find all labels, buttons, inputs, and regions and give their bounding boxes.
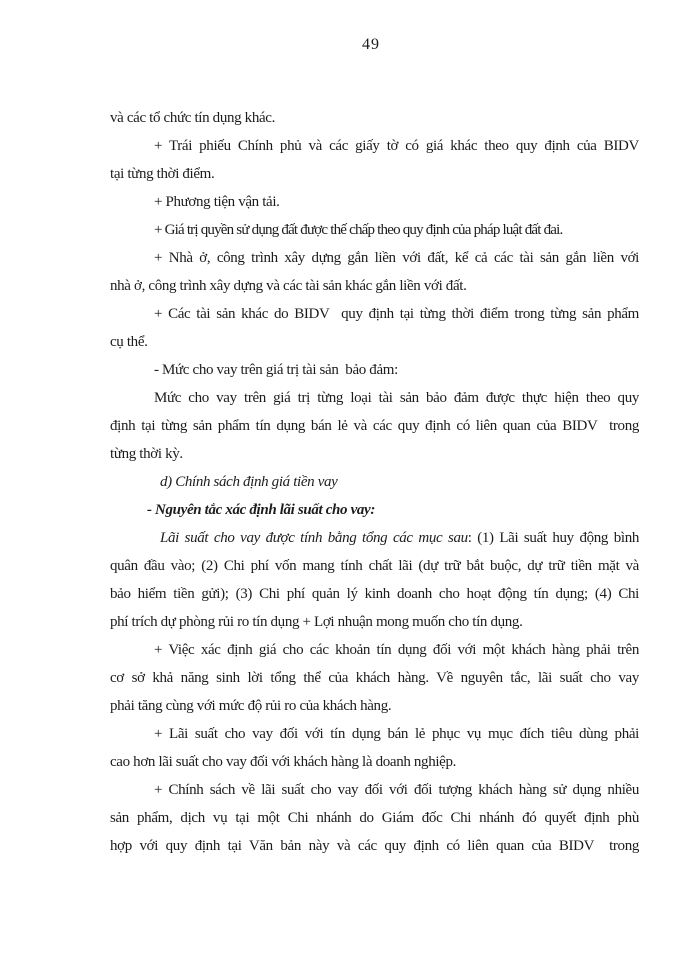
paragraph-chinh-sach-nhieu-san-pham [110,776,639,860]
text-line: và các tổ chức tín dụng khác. [110,110,275,126]
text-line: nhà ở, công trình xây dựng và các tài sản khác gắn liền với đất. [110,278,467,294]
text-segment-italic: Lãi suất cho vay được tính bằng tổng các mục sau [160,530,468,546]
paragraph-viec-xac-dinh-gia [110,636,639,720]
text-line: + Các tài sản khác do BIDV quy định tại từng thời điểm trong từng sản phẩm [154,306,639,322]
text-line: + Phương tiện vận tải. [154,194,280,210]
text-line: phải tăng cùng với mức độ rủi ro của khách hàng. [110,698,392,714]
paragraph-trai-phieu [110,132,639,188]
text-line: cơ sở khả năng sinh lời tổng thể của khách hàng. Về nguyên tắc, lãi suất cho vay [110,670,639,686]
text-line: - Nguyên tắc xác định lãi suất cho vay: [147,502,376,518]
text-line: sản phẩm, dịch vụ tại một Chi nhánh do Giám đốc Chi nhánh đó quyết định phù [110,810,639,826]
text-line: + Giá trị quyền sử dụng đất được thế chấp theo quy định của pháp luật đất đai. [154,222,563,238]
paragraph-phuong-tien [110,188,639,216]
text-line: từng thời kỳ. [110,446,183,462]
text-line: quân đầu vào; (2) Chi phí vốn mang tính chất lãi (dự trữ bắt buộc, dự trữ tiền mặt và [110,558,639,574]
text-line: cao hơn lãi suất cho vay đối với khách hàng là doanh nghiệp. [110,754,457,770]
text-line [110,524,639,552]
paragraph-lai-suat-tieu-dung [110,720,639,776]
text-line: cụ thể. [110,334,148,350]
paragraph-nha-o [110,244,639,300]
text-line: d) Chính sách định giá tiền vay [160,474,338,490]
paragraph-nguyen-tac-lai-suat [110,496,639,524]
text-line: + Chính sách về lãi suất cho vay đối với đối tượng khách hàng sử dụng nhiều [154,782,639,798]
text-line: phí trích dự phòng rủi ro tín dụng + Lợi nhuận mong muốn cho tín dụng. [110,614,523,630]
text-segment-regular: : (1) Lãi suất huy động bình [467,530,639,546]
page-number: 49 [362,36,380,53]
paragraph-muc-cho-vay-heading [110,356,639,384]
text-line: tại từng thời điểm. [110,166,215,182]
paragraph-chinh-sach-dinh-gia [110,468,639,496]
text-line: hợp với quy định tại Văn bản này và các quy định có liên quan của BIDV trong [110,838,639,854]
text-line: + Nhà ở, công trình xây dựng gắn liền với đất, kể cả các tài sản gắn liền với [154,250,639,266]
text-line: định tại từng sản phẩm tín dụng bán lẻ và các quy định có liên quan của BIDV trong [110,418,639,434]
document-body [110,104,639,860]
paragraph-tai-san-khac [110,300,639,356]
text-line: + Trái phiếu Chính phủ và các giấy tờ có giá khác theo quy định của BIDV [154,138,639,154]
paragraph-muc-cho-vay-body [110,384,639,468]
text-line: + Lãi suất cho vay đối với tín dụng bán lẻ phục vụ mục đích tiêu dùng phải [154,726,639,742]
text-line: Mức cho vay trên giá trị từng loại tài sản bảo đảm được thực hiện theo quy [154,390,639,406]
paragraph-intro-tail [110,104,639,132]
text-line: bảo hiểm tiền gửi); (3) Chi phí quản lý kinh doanh cho hoạt động tín dụng; (4) Chi [110,586,639,602]
text-line: - Mức cho vay trên giá trị tài sản bảo đảm: [154,362,398,378]
paragraph-quyen-su-dung-dat [110,216,639,244]
paragraph-cong-thuc-lai-suat [110,524,639,636]
text-line: + Việc xác định giá cho các khoản tín dụng đối với một khách hàng phải trên [154,642,639,658]
